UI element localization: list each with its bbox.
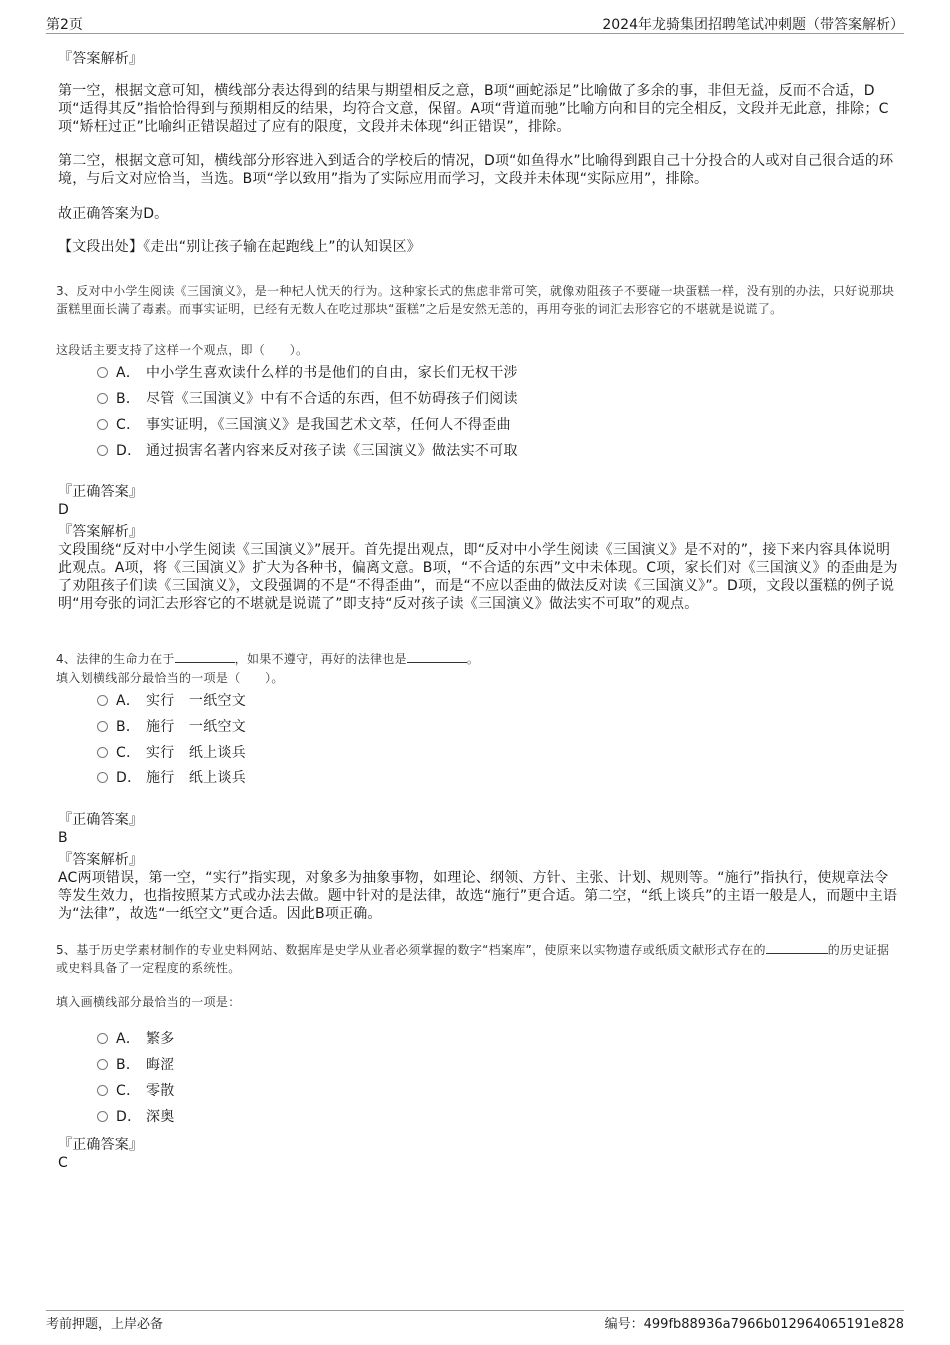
q5-option-d[interactable]: D． 深奥 bbox=[97, 1108, 175, 1126]
radio-icon[interactable] bbox=[97, 747, 108, 758]
q4-analysis: AC两项错误，第一空，“实行”指实现，对象多为抽象事物，如理论、纲领、方针、主张、计划、规则等。“施行”指执行，使规章法令等发生效力，也指按照某方式或办法去做。题中针对的是法律，故选“施行”更合适。第二空，“纸上谈兵”的主语一般是人，而题中主语为“法律”，故选“一纸空文”更合适。因此B项正确。 bbox=[58, 870, 898, 922]
document-title: 2024年龙骑集团招聘笔试冲刺题（带答案解析） bbox=[602, 17, 904, 33]
q3-option-a[interactable]: A． 中小学生喜欢读什么样的书是他们的自由，家长们无权干涉 bbox=[97, 364, 518, 382]
q3-option-d[interactable]: D． 通过损害名著内容来反对孩子读《三国演义》做法实不可取 bbox=[97, 442, 518, 460]
q3-answer-label: 『正确答案』 bbox=[58, 484, 144, 500]
q2-analysis-label: 『答案解析』 bbox=[58, 51, 144, 67]
q2-source: 【文段出处】《走出“别让孩子输在起跑线上”的认知误区》 bbox=[58, 239, 421, 255]
footer-serial: 编号：499fb88936a7966b012964065191e828 bbox=[604, 1317, 904, 1332]
radio-icon[interactable] bbox=[97, 367, 108, 378]
q4-analysis-label: 『答案解析』 bbox=[58, 852, 144, 868]
radio-icon[interactable] bbox=[97, 721, 108, 732]
q5-option-b[interactable]: B． 晦涩 bbox=[97, 1056, 175, 1074]
footer-divider bbox=[46, 1310, 904, 1311]
page-number: 第2页 bbox=[46, 17, 83, 33]
q2-conclusion: 故正确答案为D。 bbox=[58, 206, 169, 222]
radio-icon[interactable] bbox=[97, 445, 108, 456]
q3-option-b[interactable]: B． 尽管《三国演义》中有不合适的东西，但不妨碍孩子们阅读 bbox=[97, 390, 518, 408]
q5-answer-label: 『正确答案』 bbox=[58, 1137, 144, 1153]
radio-icon[interactable] bbox=[97, 1059, 108, 1070]
q5-prompt: 填入画横线部分最恰当的一项是： bbox=[56, 995, 241, 1009]
q2-analysis-para2: 第二空，根据文意可知，横线部分形容进入到适合的学校后的情况，D项“如鱼得水”比喻得到跟自己十分投合的人或对自己很合适的环境，与后文对应恰当，当选。B项“学以致用”指为了实际应用而学习，文段并未体现“实际应用”，排除。 bbox=[58, 153, 894, 187]
blank-line bbox=[407, 651, 467, 663]
q5-stem: 5、基于历史学素材制作的专业史料网站、数据库是史学从业者必须掌握的数字“档案库”，使原来以实物遗存或纸质文献形式存在的 的历史证据或史料具备了一定程度的系统性。 bbox=[56, 943, 890, 975]
blank-line bbox=[175, 651, 235, 663]
radio-icon[interactable] bbox=[97, 1033, 108, 1044]
header-divider bbox=[46, 33, 904, 34]
q3-prompt: 这段话主要支持了这样一个观点，即（ ）。 bbox=[56, 343, 309, 357]
q3-stem: 3、反对中小学生阅读《三国演义》，是一种杞人忧天的行为。这种家长式的焦虑非常可笑，就像劝阻孩子不要碰一块蛋糕一样，没有别的办法，只好说那块蛋糕里面长满了毒素。而事实证明，已经有无数人在吃过那块“蛋糕”之后是安然无恙的，再用夸张的词汇去形容它的不堪就是说谎了。 bbox=[56, 284, 895, 316]
q4-prompt: 填入划横线部分最恰当的一项是（ ）。 bbox=[56, 671, 284, 685]
blank-line bbox=[766, 942, 828, 954]
radio-icon[interactable] bbox=[97, 419, 108, 430]
q4-option-c[interactable]: C． 实行 纸上谈兵 bbox=[97, 744, 246, 762]
radio-icon[interactable] bbox=[97, 695, 108, 706]
q5-option-c[interactable]: C． 零散 bbox=[97, 1082, 175, 1100]
q5-answer: C bbox=[58, 1155, 68, 1171]
q3-option-c[interactable]: C． 事实证明，《三国演义》是我国艺术文萃，任何人不得歪曲 bbox=[97, 416, 511, 434]
radio-icon[interactable] bbox=[97, 1085, 108, 1096]
q4-answer: B bbox=[58, 830, 68, 846]
q4-answer-label: 『正确答案』 bbox=[58, 812, 144, 828]
radio-icon[interactable] bbox=[97, 393, 108, 404]
radio-icon[interactable] bbox=[97, 772, 108, 783]
q2-analysis-para1: 第一空，根据文意可知，横线部分表达得到的结果与期望相反之意，B项“画蛇添足”比喻做了多余的事，非但无益，反而不合适，D项“适得其反”指恰恰得到与预期相反的结果，均符合文意，保留。A项“背道而驰”比喻方向和目的完全相反，文段并无此意，排除；C项“矫枉过正”比喻纠正错误超过了应有的限度，文段并未体现“纠正错误”，排除。 bbox=[58, 83, 889, 135]
q3-answer: D bbox=[58, 502, 69, 518]
q3-analysis: 文段围绕“反对中小学生阅读《三国演义》”展开。首先提出观点，即“反对中小学生阅读《三国演义》是不对的”，接下来内容具体说明此观点。A项，将《三国演义》扩大为各种书，偏离文意。B项，“不合适的东西”文中未体现。C项，家长们对《三国演义》的歪曲是为了劝阻孩子们读《三国演义》，文段强调的不是“不得歪曲”，而是“不应以歪曲的做法反对读《三国演义》”。D项，文段以蛋糕的例子说明“用夸张的词汇去形容它的不堪就是说谎了”即支持“反对孩子读《三国演义》做法实不可取”的观点。 bbox=[58, 542, 898, 612]
q3-analysis-label: 『答案解析』 bbox=[58, 524, 144, 540]
q4-option-a[interactable]: A． 实行 一纸空文 bbox=[97, 692, 246, 710]
footer-slogan: 考前押题，上岸必备 bbox=[46, 1317, 164, 1332]
q5-option-a[interactable]: A． 繁多 bbox=[97, 1030, 175, 1048]
radio-icon[interactable] bbox=[97, 1111, 108, 1122]
q4-option-b[interactable]: B． 施行 一纸空文 bbox=[97, 718, 246, 736]
q4-stem: 4、法律的生命力在于 ，如果不遵守，再好的法律也是 。 bbox=[56, 652, 480, 666]
q4-option-d[interactable]: D． 施行 纸上谈兵 bbox=[97, 769, 246, 787]
